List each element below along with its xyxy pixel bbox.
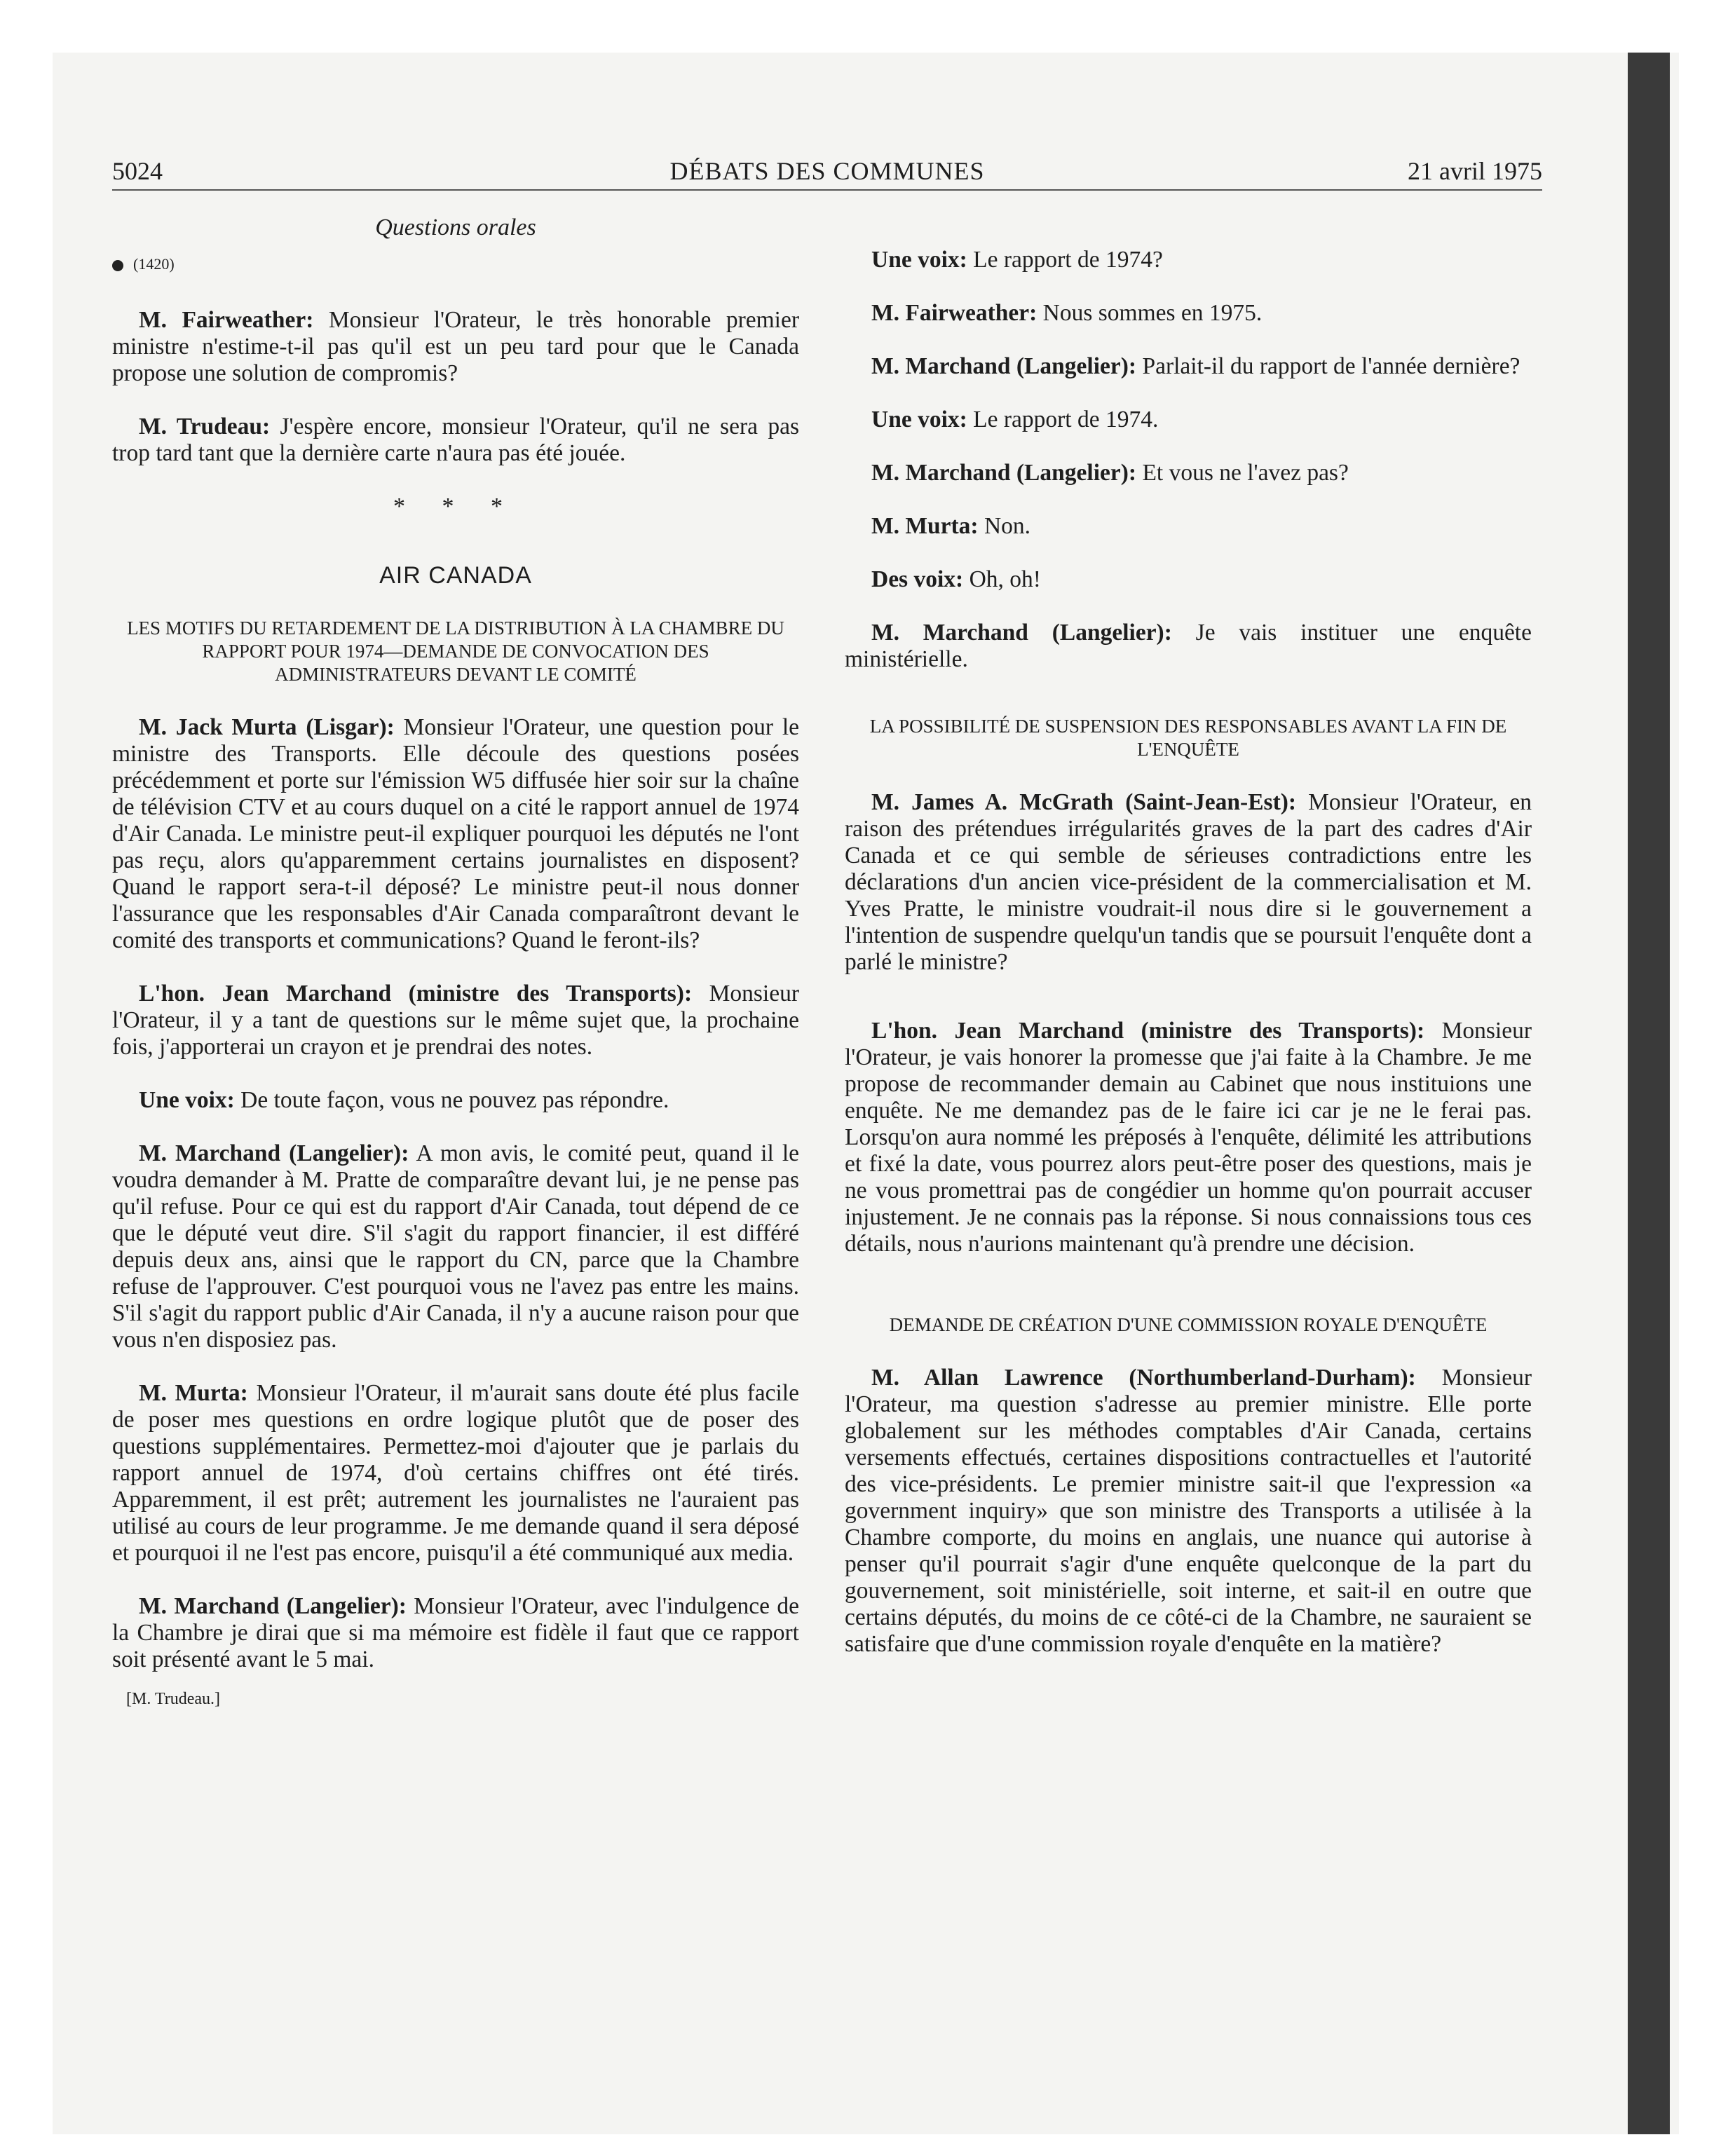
speech-paragraph <box>845 353 1532 380</box>
speaker: Une voix: <box>871 247 967 273</box>
speech-paragraph <box>845 789 1532 976</box>
speech-paragraph <box>845 300 1532 327</box>
page-number: 5024 <box>112 157 163 185</box>
speech-paragraph <box>112 1380 799 1567</box>
speaker: M. Marchand (Langelier): <box>139 1593 407 1619</box>
speech-paragraph <box>845 1365 1532 1658</box>
section-title: AIR CANADA <box>379 562 532 589</box>
publication-title: DÉBATS DES COMMUNES <box>669 157 985 185</box>
speech-text: Le rapport de 1974? <box>967 247 1163 273</box>
section-label: Questions orales <box>375 214 536 240</box>
speech-text: Oh, oh! <box>963 566 1041 592</box>
speaker: Une voix: <box>871 407 967 432</box>
speech-text: Monsieur l'Orateur, avec l'indulgence de la Chambre je dirai que si ma mémoire est fidèle il faut que ce rapport soit présenté avant le 5 mai. <box>112 1593 799 1672</box>
speech-paragraph <box>845 460 1532 486</box>
section-separator: * * * <box>393 493 518 519</box>
time-marker <box>112 251 799 278</box>
section-subtitle: DEMANDE DE CRÉATION D'UNE COMMISSION ROYALE D'ENQUÊTE <box>889 1314 1488 1335</box>
left-column <box>112 210 799 1712</box>
speech-text: J'espère encore, monsieur l'Orateur, qu'il ne sera pas trop tard tant que la dernière carte n'aura pas été jouée. <box>112 414 799 466</box>
speaker: L'hon. Jean Marchand (ministre des Transports): <box>139 981 693 1007</box>
speech-paragraph <box>112 714 799 954</box>
page-date: 21 avril 1975 <box>1408 157 1542 185</box>
speaker: L'hon. Jean Marchand (ministre des Transports): <box>871 1018 1425 1044</box>
speaker: M. Marchand (Langelier): <box>139 1140 409 1166</box>
footnote: [M. Trudeau.] <box>126 1690 221 1708</box>
speaker: Une voix: <box>139 1087 235 1113</box>
speech-paragraph <box>845 247 1532 273</box>
speech-text: Monsieur l'Orateur, il m'aurait sans doute été plus facile de poser mes questions en ordre logique plutôt que de poser des questions supplémentaires. Permettez-moi d'ajouter que je parlais du rapport annuel de 1974, d'où certains chiffres ont été tirés. Apparemment, il est prêt; autrement les journalistes ne l'auraient pas utilisé au cours de leur programme. Je me demande quand il sera déposé et pourquoi il ne l'est pas encore, puisqu'il a été communiqué aux media. <box>112 1380 799 1566</box>
speech-text: Monsieur l'Orateur, une question pour le ministre des Transports. Elle découle des questions posées précédemment et porte sur l'émission W5 diffusée hier soir sur la chaîne de télévision CTV et au cours duquel on a cité le rapport annuel de 1974 d'Air Canada. Le ministre peut-il expliquer pourquoi les députés ne l'ont pas reçu, alors qu'apparemment certains journalistes en disposent? Quand le rapport sera-t-il déposé? Le ministre peut-il nous donner l'assurance que les responsables d'Air Canada comparaîtront devant le comité des transports et communications? Quand le feront-ils? <box>112 714 799 953</box>
section-subtitle: LA POSSIBILITÉ DE SUSPENSION DES RESPONSABLES AVANT LA FIN DE L'ENQUÊTE <box>869 716 1507 760</box>
speaker: Des voix: <box>871 566 964 592</box>
speaker: M. Trudeau: <box>139 414 271 439</box>
speech-text: Monsieur l'Orateur, je vais honorer la promesse que j'ai faite à la Chambre. Je me propose de recommander demain au Cabinet que nous instituions une enquête. Ne me demandez pas de le faire ici car je ne le ferai pas. Lorsqu'on aura nommé les préposés à l'enquête, délimité les attributions et fixé la date, vous pourrez alors peut-être poser des questions, mais je ne vous promettrai pas de congédier un homme qu'on pourrait accuser injustement. Je ne connais pas la réponse. Si nous connaissions tous ces détails, nous n'aurions maintenant qu'à prendre une décision. <box>845 1018 1532 1257</box>
speech-text: Parlait-il du rapport de l'année dernière? <box>1136 353 1520 379</box>
bullet-dot-icon <box>112 260 123 271</box>
speech-text: Monsieur l'Orateur, ma question s'adresse au premier ministre. Elle porte globalement sur les méthodes comptables d'Air Canada, certains versements effectués, certaines dispositions contractuelles et l'autorité des vice-présidents. Le premier ministre sait-il que l'expression «a government inquiry» que son ministre des Transports a utilisée à la Chambre comporte, du moins en anglais, une nuance qui autorise à penser qu'il pourrait s'agir d'une enquête quelconque de la part du gouvernement, soit ministérielle, soit interne, et sait-il en outre que certains députés, du moins de ce côté-ci de la Chambre, ne sauraient se satisfaire que d'une commission royale d'enquête en la matière? <box>845 1365 1532 1657</box>
speech-paragraph <box>845 620 1532 673</box>
speech-text: Nous sommes en 1975. <box>1037 300 1263 326</box>
speaker: M. James A. McGrath (Saint-Jean-Est): <box>871 789 1297 815</box>
speaker: M. Marchand (Langelier): <box>871 460 1137 486</box>
speech-text: Monsieur l'Orateur, en raison des prétendues irrégularités graves de la part des cadres d'Air Canada et ce qui semble de sérieuses contradictions entre les déclarations d'un ancien vice-président de la commercialisation et M. Yves Pratte, le ministre voudrait-il nous dire si le gouvernement a l'intention de suspendre quelqu'un tandis que se poursuit l'enquête dont a parlé le ministre? <box>845 789 1532 975</box>
section-subtitle: LES MOTIFS DU RETARDEMENT DE LA DISTRIBUTION À LA CHAMBRE DU RAPPORT POUR 1974—DEMANDE DE CONVOCATION DES ADMINISTRATEURS DEVANT LE COMITÉ <box>127 618 784 685</box>
speech-paragraph <box>112 1087 799 1114</box>
speaker: M. Murta: <box>139 1380 248 1406</box>
speaker: M. Fairweather: <box>871 300 1037 326</box>
speech-paragraph <box>845 566 1532 593</box>
speech-text: Je vais instituer une enquête ministérielle. <box>845 620 1532 672</box>
speaker: M. Marchand (Langelier): <box>871 353 1137 379</box>
speech-paragraph <box>112 1140 799 1353</box>
speech-paragraph <box>112 981 799 1060</box>
right-column <box>845 247 1532 1684</box>
speech-paragraph <box>112 414 799 467</box>
speaker: M. Jack Murta (Lisgar): <box>139 714 395 740</box>
speech-paragraph <box>845 407 1532 433</box>
speaker: M. Murta: <box>871 513 979 539</box>
speech-text: A mon avis, le comité peut, quand il le voudra demander à M. Pratte de comparaître devant lui, je ne pense pas qu'il refuse. Pour ce qui est du rapport d'Air Canada, tout dépend de ce que le député veut dire. S'il s'agit du rapport financier, il est différé depuis deux ans, ainsi que le rapport du CN, parce que la Chambre refuse de l'approuver. C'est pourquoi vous ne l'avez pas entre les mains. S'il s'agit du rapport public d'Air Canada, il n'y a aucune raison pour que vous n'en disposiez pas. <box>112 1140 799 1353</box>
speech-text: Non. <box>978 513 1031 539</box>
speaker: M. Marchand (Langelier): <box>871 620 1172 646</box>
speaker: M. Fairweather: <box>139 307 314 333</box>
page-header <box>112 157 1542 191</box>
scan-edge-bar <box>1628 53 1670 2134</box>
speech-paragraph <box>112 1593 799 1673</box>
speech-text: Et vous ne l'avez pas? <box>1136 460 1349 486</box>
speech-paragraph <box>112 307 799 387</box>
speech-text: Monsieur l'Orateur, il y a tant de questions sur le même sujet que, la prochaine fois, j'apporterai un crayon et je prendrai des notes. <box>112 981 800 1060</box>
speech-text: De toute façon, vous ne pouvez pas répondre. <box>234 1087 669 1113</box>
speech-paragraph <box>845 1018 1532 1257</box>
speech-text: Le rapport de 1974. <box>967 407 1159 432</box>
speaker: M. Allan Lawrence (Northumberland-Durham): <box>871 1365 1416 1391</box>
speech-text: Monsieur l'Orateur, le très honorable premier ministre n'estime-t-il pas qu'il est un peu tard pour que le Canada propose une solution de compromis? <box>112 307 799 386</box>
speech-paragraph <box>845 513 1532 540</box>
time-marker-text: (1420) <box>133 255 175 273</box>
